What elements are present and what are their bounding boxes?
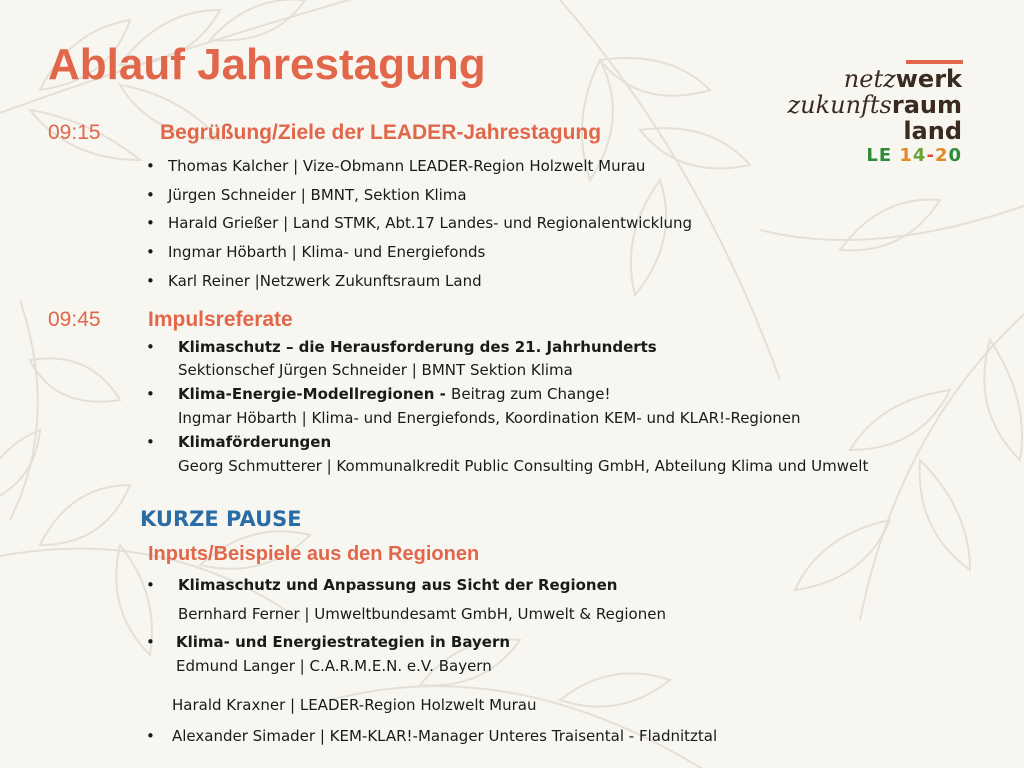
pause-label: KURZE PAUSE (140, 507, 302, 531)
logo-accent-bar (906, 60, 963, 64)
time-0945: 09:45 (48, 308, 101, 331)
section-heading-impulsreferate: Impulsreferate (148, 308, 293, 331)
speaker-line: Edmund Langer | C.A.R.M.E.N. e.V. Bayern (176, 657, 492, 675)
page-title: Ablauf Jahrestagung (48, 40, 486, 89)
time-0915: 09:15 (48, 121, 101, 144)
section-heading-begruessung: Begrüßung/Ziele der LEADER-Jahrestagung (160, 121, 602, 144)
section-heading-inputs: Inputs/Beispiele aus den Regionen (148, 543, 480, 565)
netzwerk-zukunftsraum-land-logo: netzwerk zukunftsraum land LE 14-20 (787, 65, 962, 166)
speaker-line: Georg Schmutterer | Kommunalkredit Public Consulting GmbH, Abteilung Klima und Umwelt (178, 457, 869, 475)
speaker-line: Harald Kraxner | LEADER-Region Holzwelt Murau (172, 696, 537, 714)
speaker-line: Bernhard Ferner | Umweltbundesamt GmbH, Umwelt & Regionen (178, 605, 666, 623)
speaker-line: Sektionschef Jürgen Schneider | BMNT Sektion Klima (178, 361, 573, 379)
speaker-line: Ingmar Höbarth | Klima- und Energiefonds, Koordination KEM- und KLAR!-Regionen (178, 409, 801, 427)
le-14-20-badge: LE 14-20 (866, 145, 962, 166)
